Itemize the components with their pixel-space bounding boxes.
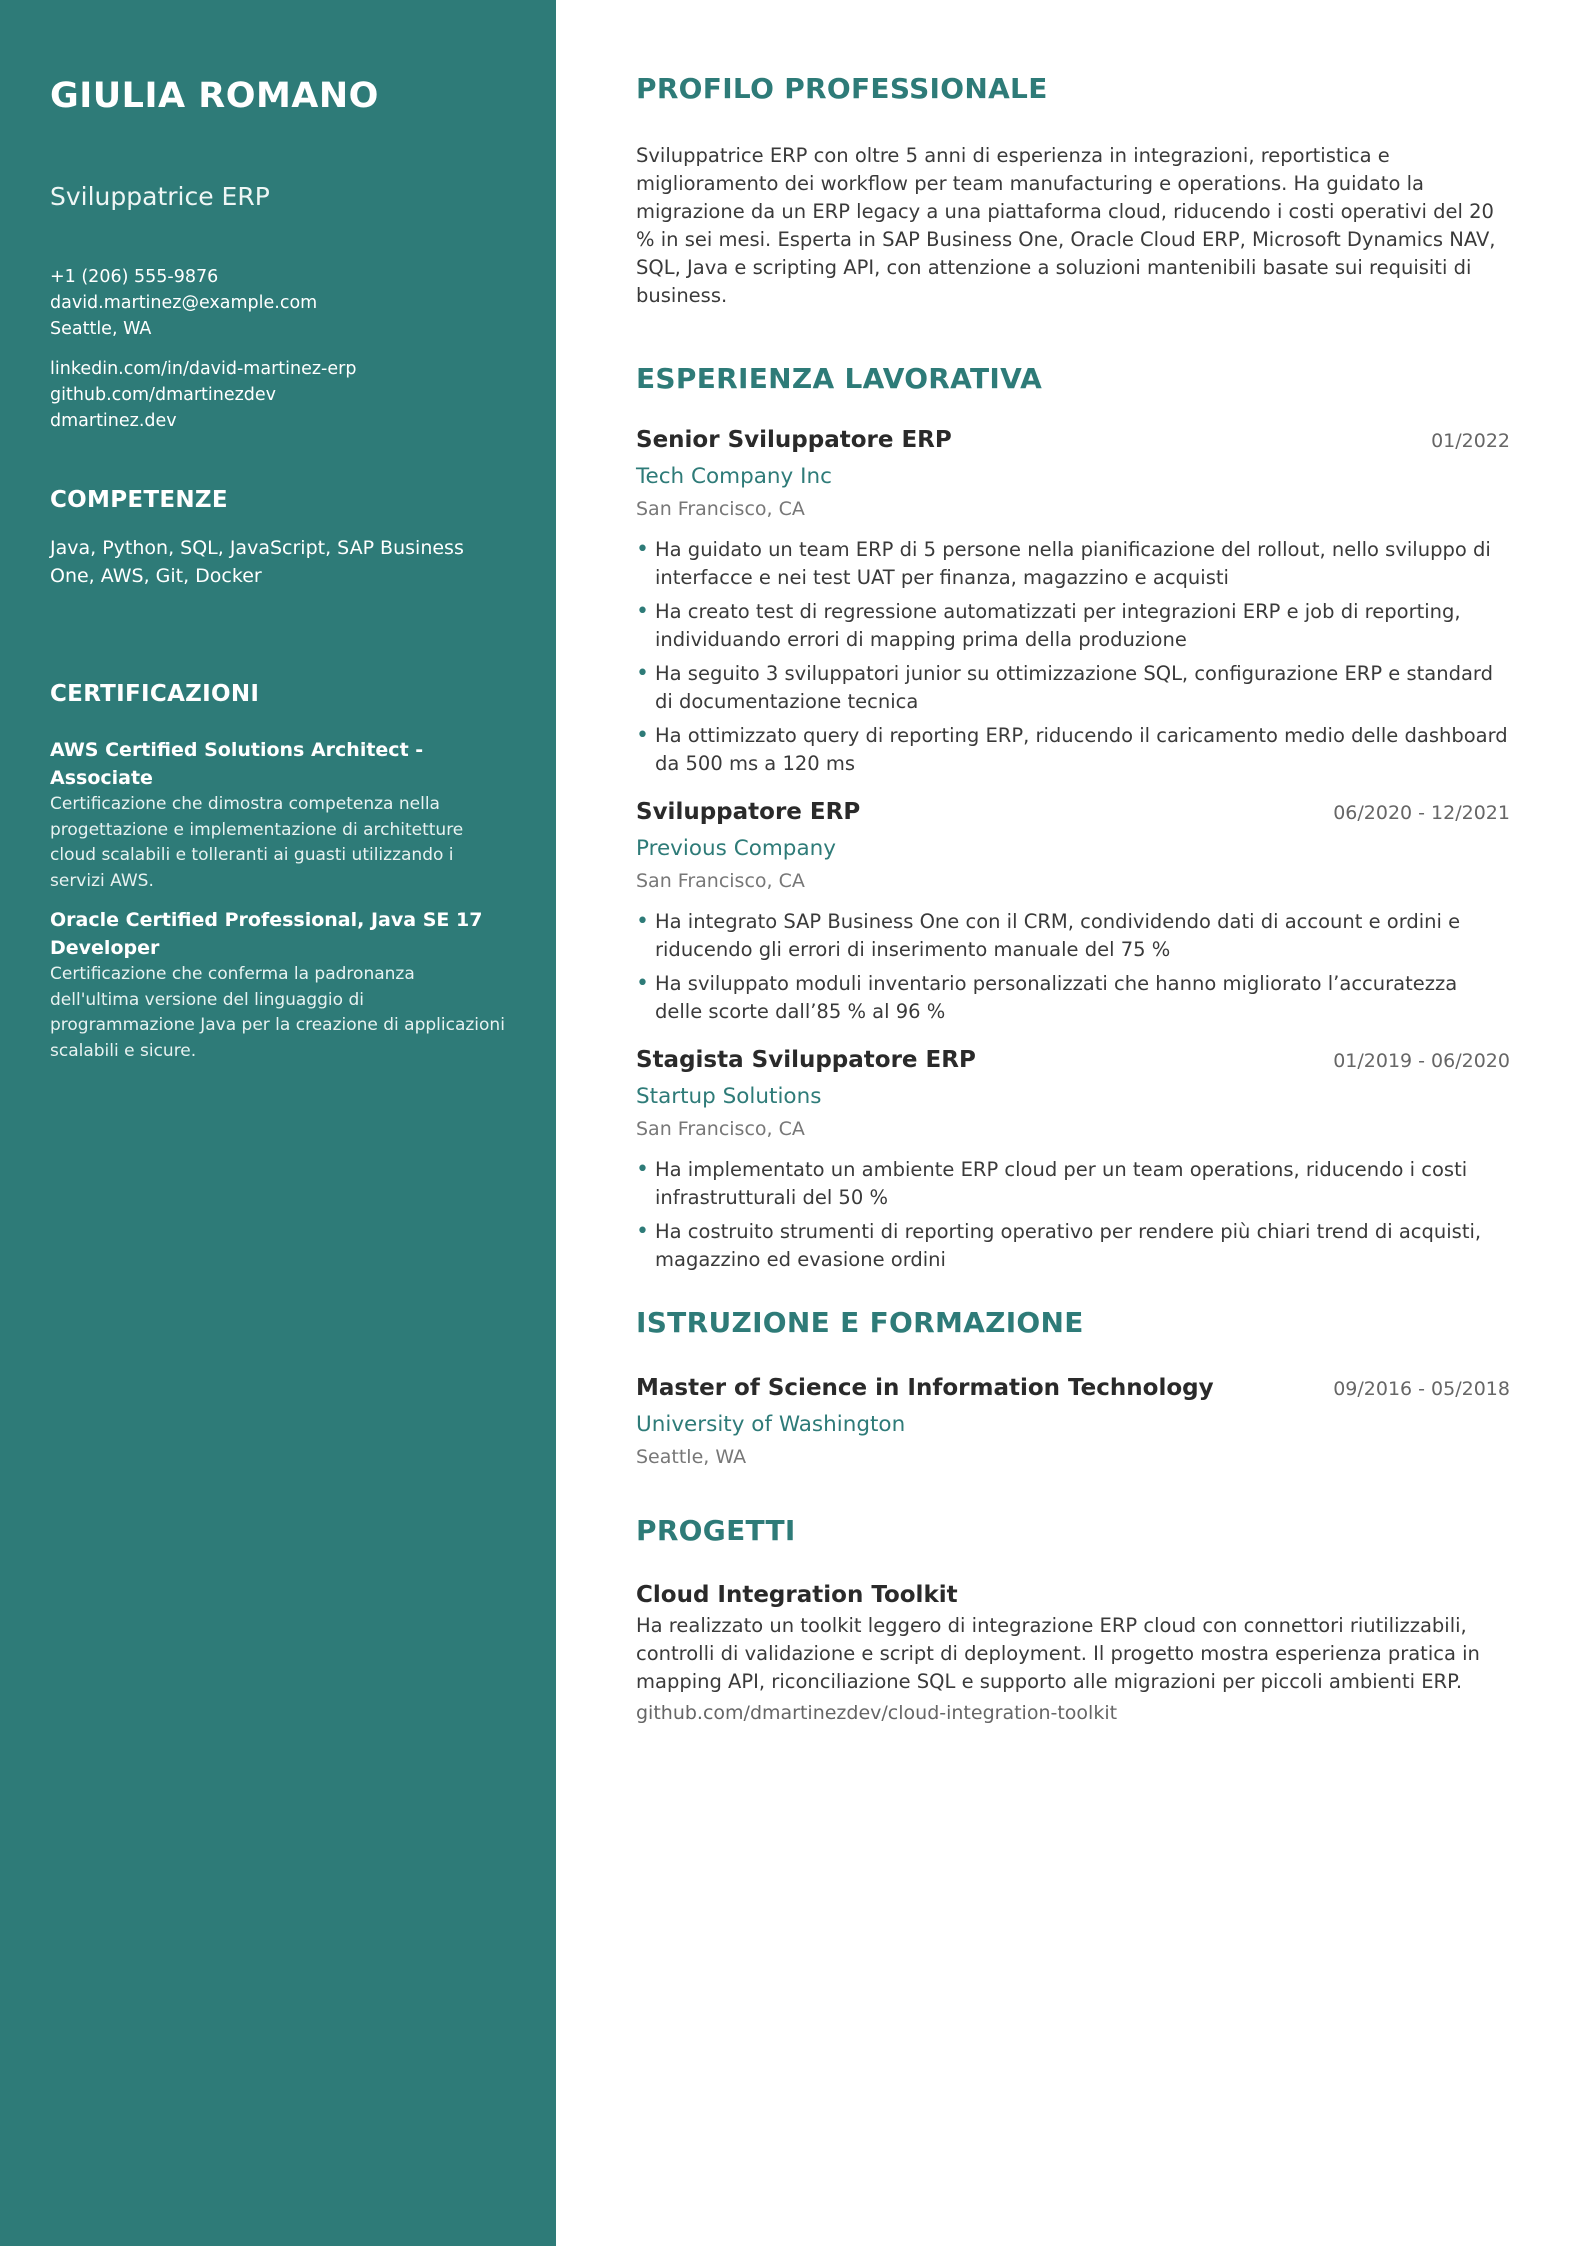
projects-section bbox=[636, 1512, 1510, 1728]
bullet-item: • Ha costruito strumenti di reporting operativo per rendere più chiari trend di acquisti, magazzino ed evasione ordini bbox=[636, 1219, 1482, 1271]
profile-section bbox=[636, 70, 1510, 310]
bullet-dot-icon: • bbox=[636, 723, 649, 748]
school-location: Seattle, WA bbox=[636, 1446, 747, 1468]
experience-section bbox=[636, 360, 1510, 1274]
certification-name: Oracle Certified Professional, Java SE 17 Developer bbox=[50, 909, 483, 959]
certification-item bbox=[50, 906, 506, 1064]
job-location: San Francisco, CA bbox=[636, 498, 805, 520]
job-date: 01/2019 - 06/2020 bbox=[1333, 1050, 1510, 1072]
job-bullets bbox=[636, 536, 1510, 778]
certifications-heading: CERTIFICAZIONI bbox=[50, 681, 260, 707]
job-company: Tech Company Inc bbox=[636, 464, 832, 489]
skills-heading: COMPETENZE bbox=[50, 487, 228, 513]
bullet-dot-icon: • bbox=[636, 909, 649, 934]
skills-list: Java, Python, SQL, JavaScript, SAP Business One, AWS, Git, Docker bbox=[50, 537, 464, 587]
education-heading: ISTRUZIONE E FORMAZIONE bbox=[636, 1306, 1084, 1339]
website-link[interactable]: dmartinez.dev bbox=[50, 411, 177, 431]
candidate-title: Sviluppatrice ERP bbox=[50, 182, 270, 211]
main-content bbox=[636, 0, 1510, 1728]
project-link[interactable]: github.com/dmartinezdev/cloud-integration-toolkit bbox=[636, 1702, 1118, 1724]
jobs-list bbox=[636, 422, 1510, 1274]
project-entry bbox=[636, 1578, 1510, 1728]
job-entry bbox=[636, 422, 1510, 778]
bullet-dot-icon: • bbox=[636, 599, 649, 624]
contact-location: Seattle, WA bbox=[50, 319, 152, 339]
bullet-dot-icon: • bbox=[636, 661, 649, 686]
job-title: Stagista Sviluppatore ERP bbox=[636, 1047, 976, 1073]
experience-heading: ESPERIENZA LAVORATIVA bbox=[636, 362, 1043, 395]
contact-info bbox=[50, 264, 506, 342]
job-location: San Francisco, CA bbox=[636, 870, 805, 892]
education-date: 09/2016 - 05/2018 bbox=[1333, 1378, 1510, 1400]
bullet-item: • Ha ottimizzato query di reporting ERP, riducendo il caricamento medio delle dashboard da 500 ms a 120 ms bbox=[636, 723, 1508, 775]
bullet-item: • Ha sviluppato moduli inventario personalizzati che hanno migliorato l’accuratezza delle scorte dall’85 % al 96 % bbox=[636, 971, 1458, 1023]
job-date: 06/2020 - 12/2021 bbox=[1333, 802, 1510, 824]
school-name: University of Washington bbox=[636, 1412, 906, 1437]
bullet-item: • Ha creato test di regressione automatizzati per integrazioni ERP e job di reporting, individuando errori di mapping prima della produzione bbox=[636, 599, 1461, 651]
job-company: Previous Company bbox=[636, 836, 836, 861]
certifications-list bbox=[50, 736, 506, 1064]
project-description: Ha realizzato un toolkit leggero di integrazione ERP cloud con connettori riutilizzabili, controlli di validazione e script di deployment. Il progetto mostra esperienza pratica in mapping API, riconciliazione SQL e supporto alle migrazioni per piccoli ambienti ERP. bbox=[636, 1614, 1480, 1693]
education-entry bbox=[636, 1370, 1510, 1472]
job-entry bbox=[636, 794, 1510, 1026]
project-name: Cloud Integration Toolkit bbox=[636, 1582, 958, 1608]
contact-email[interactable]: david.martinez@example.com bbox=[50, 293, 318, 313]
candidate-name: GIULIA ROMANO bbox=[50, 76, 379, 116]
bullet-dot-icon: • bbox=[636, 537, 649, 562]
certification-item bbox=[50, 736, 506, 894]
bullet-dot-icon: • bbox=[636, 1219, 649, 1244]
projects-heading: PROGETTI bbox=[636, 1514, 796, 1547]
job-title: Sviluppatore ERP bbox=[636, 799, 861, 825]
sidebar bbox=[0, 0, 556, 2246]
linkedin-link[interactable]: linkedin.com/in/david-martinez-erp bbox=[50, 359, 357, 379]
job-company: Startup Solutions bbox=[636, 1084, 822, 1109]
job-title: Senior Sviluppatore ERP bbox=[636, 427, 952, 453]
github-link[interactable]: github.com/dmartinezdev bbox=[50, 385, 277, 405]
job-location: San Francisco, CA bbox=[636, 1118, 805, 1140]
profile-links bbox=[50, 356, 506, 434]
profile-heading: PROFILO PROFESSIONALE bbox=[636, 72, 1048, 105]
job-date: 01/2022 bbox=[1431, 430, 1510, 452]
bullet-item: • Ha implementato un ambiente ERP cloud per un team operations, riducendo i costi infrastrutturali del 50 % bbox=[636, 1157, 1468, 1209]
education-section bbox=[636, 1304, 1510, 1472]
job-bullets bbox=[636, 908, 1510, 1026]
certification-description: Certificazione che conferma la padronanza dell'ultima versione del linguaggio di programmazione Java per la creazione di applicazioni scalabili e sicure. bbox=[50, 964, 505, 1061]
profile-summary: Sviluppatrice ERP con oltre 5 anni di esperienza in integrazioni, reportistica e miglioramento dei workflow per team manufacturing e operations. Ha guidato la migrazione da un ERP legacy a una piattaforma cloud, riducendo i costi operativi del 20 % in sei mesi. Esperta in SAP Business One, Oracle Cloud ERP, Microsoft Dynamics NAV, SQL, Java e scripting API, con attenzione a soluzioni mantenibili basate sui requisiti di business. bbox=[636, 144, 1496, 307]
certification-description: Certificazione che dimostra competenza nella progettazione e implementazione di architetture cloud scalabili e tolleranti ai guasti utilizzando i servizi AWS. bbox=[50, 794, 464, 891]
job-entry bbox=[636, 1042, 1510, 1274]
bullet-item: • Ha guidato un team ERP di 5 persone nella pianificazione del rollout, nello sviluppo di interfacce e nei test UAT per finanza, magazzino e acquisti bbox=[636, 537, 1491, 589]
degree-title: Master of Science in Information Technology bbox=[636, 1375, 1214, 1401]
bullet-dot-icon: • bbox=[636, 1157, 649, 1182]
bullet-item: • Ha seguito 3 sviluppatori junior su ottimizzazione SQL, configurazione ERP e standard di documentazione tecnica bbox=[636, 661, 1493, 713]
certification-name: AWS Certified Solutions Architect - Associate bbox=[50, 739, 424, 789]
contact-phone: +1 (206) 555-9876 bbox=[50, 267, 219, 287]
bullet-item: • Ha integrato SAP Business One con il CRM, condividendo dati di account e ordini e riducendo gli errori di inserimento manuale del 75 % bbox=[636, 909, 1461, 961]
bullet-dot-icon: • bbox=[636, 971, 649, 996]
job-bullets bbox=[636, 1156, 1510, 1274]
